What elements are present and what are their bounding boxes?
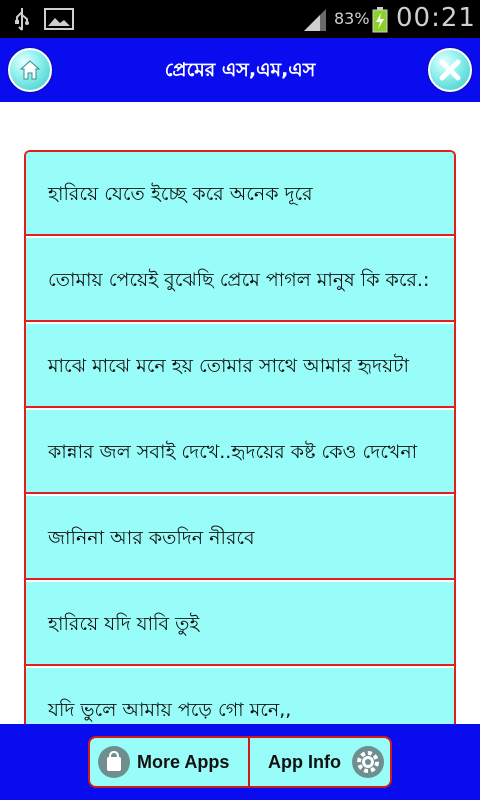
app-info-label: App Info — [268, 752, 341, 772]
app-header — [0, 38, 480, 102]
signal-icon — [302, 9, 328, 31]
battery-charging-icon — [372, 7, 388, 33]
list-item[interactable] — [26, 582, 454, 666]
page-title: প্রেমের এস,এম,এস — [164, 59, 316, 81]
home-icon — [19, 59, 41, 81]
list-item-label: জানিনা আর কতদিন নীরবে — [48, 527, 255, 549]
list-item[interactable] — [26, 238, 454, 322]
list-item[interactable] — [26, 668, 454, 724]
list-item[interactable] — [26, 324, 454, 408]
more-apps-label: More Apps — [137, 752, 230, 772]
home-button[interactable] — [8, 48, 52, 92]
bottom-button-group — [88, 736, 392, 788]
list-item-label: মাঝে মাঝে মনে হয় তোমার সাথে আমার হৃদয়টা — [48, 355, 410, 377]
status-bar — [0, 0, 480, 38]
more-apps-button[interactable] — [90, 738, 250, 786]
battery-percent: 83% — [334, 9, 370, 28]
app-info-button[interactable] — [250, 738, 390, 786]
close-icon — [439, 59, 461, 81]
shopping-bag-icon — [98, 746, 130, 778]
list-item[interactable] — [26, 152, 454, 236]
gear-icon — [352, 746, 384, 778]
list-item[interactable] — [26, 410, 454, 494]
list-item-label: হারিয়ে যেতে ইচ্ছে করে অনেক দূরে — [48, 183, 313, 205]
clock: 00:21 — [396, 3, 476, 33]
usb-icon — [12, 6, 32, 32]
list-item-label: কান্নার জল সবাই দেখে..হৃদয়ের কষ্ট কেও দেখেনা — [48, 441, 418, 463]
gallery-icon — [44, 8, 74, 30]
close-button[interactable] — [428, 48, 472, 92]
bottom-bar — [0, 724, 480, 800]
sms-list[interactable] — [24, 150, 456, 724]
list-item[interactable] — [26, 496, 454, 580]
list-item-label: হারিয়ে যদি যাবি তুই — [48, 613, 200, 635]
list-item-label: যদি ভুলে আমায় পড়ে গো মনে,, — [48, 699, 292, 721]
list-item-label: তোমায় পেয়েই বুঝেছি প্রেমে পাগল মানুষ কি করে.: — [48, 269, 430, 291]
